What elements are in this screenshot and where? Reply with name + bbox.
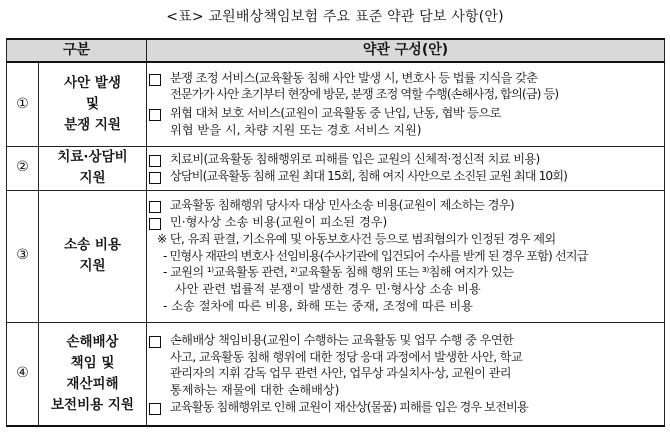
item-line: 통제하는 재물에 대한 손해배상) [170, 383, 340, 398]
list-item [147, 399, 664, 416]
list-item [147, 214, 664, 231]
item-line: 민·형사상 소송 비용(교원이 피소된 경우) [170, 214, 388, 229]
exclusion-note: ※ 단, 유죄 판결, 기소유예 및 아동보호사건 등으로 범죄혐의가 인정된 경우 제외 [157, 231, 556, 246]
item-line: 관리자의 지휘 감독 업무 관련 사안, 업무상 과실치사·상, 교원이 관리 [170, 366, 511, 381]
checkbox-icon [149, 155, 161, 167]
item-line: 위협 받을 시, 차량 지원 또는 경호 서비스 지원) [170, 123, 422, 138]
table-row [7, 190, 665, 322]
table-header-row [7, 39, 665, 62]
table-caption: <표> 교원배상책임보험 주요 표준 약관 담보 사항(안) [166, 9, 504, 25]
item-line: 전문가가 사안 초기부터 현장에 방문, 분쟁 조정 역할 수행(손해사정, 합의(금) 등) [170, 87, 559, 102]
item-line: 손해배상 책임비용(교원이 수행하는 교육활동 및 업무 수행 중 우연한 [170, 332, 514, 347]
category-line: 손해배상 [66, 333, 119, 350]
header-terms: 약관 구성(안) [147, 39, 665, 62]
table-row [7, 62, 665, 146]
checkbox-icon [149, 218, 161, 230]
checkbox-icon [149, 336, 161, 348]
category-line: 책임 및 [70, 354, 115, 371]
checkbox-icon [149, 403, 161, 415]
category-line: 및 [85, 95, 100, 112]
row-category [39, 146, 147, 190]
list-item [147, 151, 664, 168]
insurance-terms-table [6, 38, 665, 427]
row-terms [147, 322, 665, 426]
item-line: 위협 대처 보호 서비스(교원이 교육활동 중 난입, 난동, 협박 등으로 [170, 106, 501, 121]
checkbox-icon [149, 172, 161, 184]
item-line: 상담비(교육활동 침해 교원 최대 15회, 침해 여지 사안으로 소진된 교원 최대 10회) [170, 169, 568, 183]
category-line: 소송 비용 [64, 237, 121, 254]
list-item [147, 197, 664, 214]
category-line: 지원 [79, 258, 106, 274]
item-line: 교육활동 침해행위 당사자 대상 민사소송 비용(교원이 제소하는 경우) [170, 198, 515, 213]
row-number: ③ [7, 190, 39, 322]
row-number: ② [7, 146, 39, 190]
item-line: 분쟁 조정 서비스(교육활동 침해 사안 발생 시, 변호사 등 법률 지식을 갖춘 [170, 70, 538, 85]
row-number: ① [7, 62, 39, 146]
category-line: 사안 발생 [64, 74, 121, 91]
item-line: 사고, 교육활동 침해 행위에 대한 정당 응대 과정에서 발생한 사안, 학교 [170, 349, 523, 364]
row-number: ④ [7, 322, 39, 426]
table-row [7, 322, 665, 426]
list-item [147, 105, 664, 139]
item-line: 교육활동 침해행위로 인해 교원이 재산상(물품) 피해를 입은 경우 보전비용 [170, 399, 528, 414]
row-category [39, 190, 147, 322]
category-line: 치료·상담비 [57, 149, 128, 166]
sub-item: - 소송 절차에 따른 비용, 화해 또는 중재, 조정에 따른 비용 [163, 299, 473, 314]
category-line: 재산피해 [66, 375, 119, 392]
sub-item: - 민형사 재판의 변호사 선임비용(수사기관에 입건되어 수사를 받게 된 경우 포함) 선지급 [163, 248, 588, 263]
table-row [7, 146, 665, 190]
list-item [147, 168, 664, 185]
checkbox-icon [149, 201, 161, 213]
sub-item: - 교원의 ¹⁾교육활동 관련, ²⁾교육활동 침해 행위 또는 ³⁾침해 여지가 있는 [163, 265, 514, 280]
row-terms [147, 190, 665, 322]
category-line: 보전비용 지원 [51, 396, 134, 413]
row-category [39, 322, 147, 426]
row-terms [147, 62, 665, 146]
category-line: 지원 [79, 170, 106, 186]
item-line: 치료비(교육활동 침해행위로 피해를 입은 교원의 신체적·정신적 치료 비용) [170, 152, 540, 167]
list-item [147, 332, 664, 399]
header-category: 구분 [7, 39, 147, 62]
row-terms [147, 146, 665, 190]
row-category [39, 62, 147, 146]
list-item [147, 70, 664, 104]
sub-item: 사안 관련 법률적 분쟁이 발생한 경우 민·형사상 소송 비용 [175, 282, 481, 297]
checkbox-icon [149, 109, 161, 121]
category-line: 분쟁 지원 [64, 116, 121, 133]
checkbox-icon [149, 74, 161, 86]
